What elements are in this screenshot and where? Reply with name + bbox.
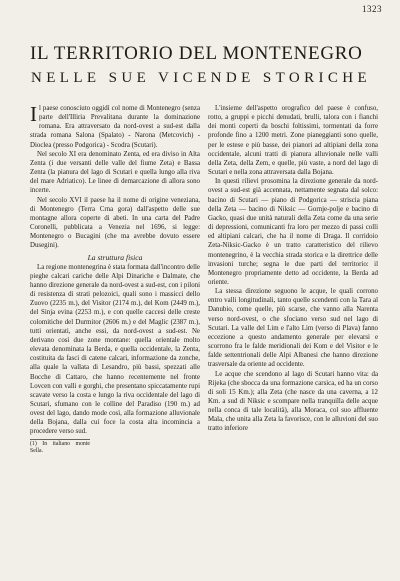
- page-number: 1323: [362, 4, 382, 14]
- article-subtitle: NELLE SUE VICENDE STORICHE: [31, 70, 372, 86]
- paragraph: Le acque che scendono al lago di Scutari hanno vita: da Rijeka (che sbocca da una formazione carsica, ed ha un corso di soli 15 Km.); alla Zeta (che nasce da una caverna, a 12 Km. a sud di Niksic e scompare nella tranquilla delle acque nella conca di tale località), alla Moraca, col suo affluente Mala, che unita alla Zeta la favorisce, con le alluvioni del suo tratto inferiore: [208, 370, 378, 433]
- drop-cap: I: [30, 102, 37, 126]
- footnote: (1) In italiano monte Sella.: [30, 440, 90, 454]
- paragraph: La regione montenegrina è stata formata dall'incontro delle pieghe calcari cariche delle Alpi Dinariche e Dalmate, che hanno direzione generale da nord-ovest a sud-est, con i piloni di resistenza di strati pelozoici, quali sono i massicci dello Zuovo (2235 m.), del Visitor (2174 m.), del Kom (2449 m.), del Sinja evina (2253 m.), e con quelle caccesi delle creste colomitiche del Durmitor (2606 m.) e del Maglic (2387 m.), tutti orientati, anche essi, da nord-ovest a sud-est. Ne derivano così due zone montane: quella orientale molto elevata denominata la Berda, e quella occidentale, la Zenta, costituita da fasci di catene calcari, informazione da zonche, alla quale la vallata di Lesandro, più bassi, spezzati alle Bocche di Cattaro, che hanno recentemente nel fronte Lovcen con valli e gorghi, che presentano spiccatamente rupi scavate verso la costa e lungo la riva occidentale del lago di Scutari, sfumano con le colline del Paradiso (190 m.) ad ovest del lago, dando mode così, alla formazione alluvionale della Bojana, dalla cui foce la costa alta incomincia a procedere verso sud.: [30, 263, 200, 436]
- right-column: [208, 104, 378, 434]
- paragraph: Nel secolo XI era denominato Zenta, ed era diviso in Alta Zenta (i due versanti delle valle del fiume Zeta) e Bassa Zenta (la pianura del lago di Scutari e quella lungo alla riva del mare Adriatico). Le linee di demarcazione di allora sono incerte.: [30, 150, 200, 195]
- intro-paragraph: [30, 104, 200, 150]
- left-column: [30, 104, 200, 455]
- paragraph: La stessa direzione seguono le acque, le quali corrono entro valli longitudinali, tanto quelle scendenti con la Tara al Danubio, come quelle, più scarse, che vanno alla Narenta verso nord-ovest, o che sfociano verso sud nel lago di Scutari. La valle del Lim e l'alto Lim (verso di Plava) fanno eccezione a questo andamento generale per elevarsi e scorrono fra le falde meridionali dei Kom e del Visitor e le falde settentrionali delle Alpi Albanesi che hanno direzione trasversale da oriente ad occidente.: [208, 288, 378, 369]
- section-heading: La struttura fisica: [87, 252, 143, 262]
- paragraph: L'insieme dell'aspetto orografico del paese è confuso, rotto, a gruppi e picchi denudati, brulli, talora con i fianchi dei monti coperti da boschi foltissimi, tormentati da forre profonde fino a 1200 metri. Zone pianeggianti sono quelle, per le estese e più basse, dei pianori ad altipiani della zona occidentale, alcuni tratti di pianura alluvionale nelle valli della Zeta, della Zem, e quelle, più vaste, a nord del lago di Scutari e nella zona attraversata dalla Bojana.: [208, 105, 378, 177]
- paragraph: In questi rilievi prosomina la direzione generale da nord-ovest a sud-est già accennata, nettamente segnata dal solco: bacino di Scutari — piano di Podgorica — striscia piana della Zeta — bacino di Niksic — Gornje-polje e bacino di Gacko, quasi due unità naturali della Zeta come da una serie di depressioni, comunicanti fra loro per mezzo di passi colli ed altipiani calcari, che ha il nome di Draga. Il corridoio Zeta-Niksic-Gacko è un tratto caratteristico del rilievo montenegrino, è la vecchia strada storica e la direttrice delle invasioni turche; segna le due parti del territorio: il Montenegro propriamente detto ad occidente, la Berda ad oriente.: [208, 178, 378, 286]
- paragraph: Nel secolo XVI il paese ha il nome di origine veneziana, di Montenegro (Terra Crna gora) dall'aspetto delle sue montagne allora coperte di abeti. In una carta del Padre Coronelli, pubblicata a Venezia nel 1696, si legge: Montenegro o Bucagini (che ma avrebbe dovuto essere Dusegini).: [30, 196, 200, 250]
- paragraph-text: l paese conosciuto oggidì col nome di Montenegro (senza parte dell'Illiria Prevalitana durante la dominazione romana. Era attraversato da nord-ovest a sud-est dalla strada romana Salona (Spalato) - Narona (Metcovich) - Dioclea (presso Podgorica) - Scodra (Scutari).: [30, 105, 200, 149]
- article-title: IL TERRITORIO DEL MONTENEGRO: [30, 43, 363, 64]
